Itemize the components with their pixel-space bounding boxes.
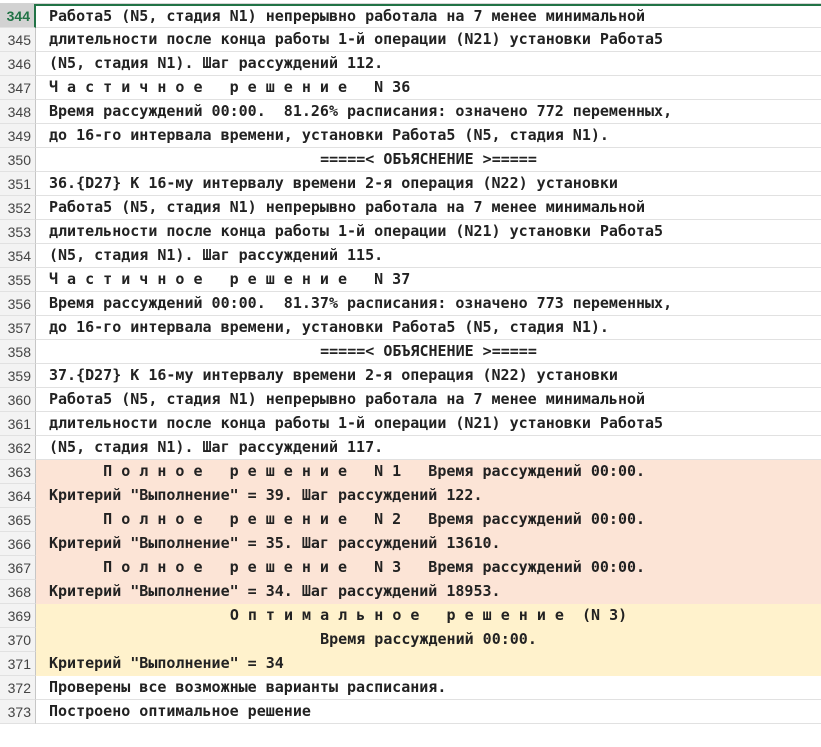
cell[interactable]: длительности после конца работы 1-й операции (N21) установки Работа5	[36, 220, 821, 244]
spreadsheet-row	[0, 580, 821, 604]
cell[interactable]: 36.{D27} К 16-му интервалу времени 2-я операция (N22) установки	[36, 172, 821, 196]
row-header[interactable]: 355	[0, 268, 36, 292]
spreadsheet-row	[0, 28, 821, 52]
cell[interactable]: Ч а с т и ч н о е р е ш е н и е N 36	[36, 76, 821, 100]
row-header[interactable]: 371	[0, 652, 36, 676]
row-header[interactable]: 356	[0, 292, 36, 316]
spreadsheet-row	[0, 460, 821, 484]
cell[interactable]: (N5, стадия N1). Шаг рассуждений 115.	[36, 244, 821, 268]
row-header[interactable]: 366	[0, 532, 36, 556]
spreadsheet-row	[0, 100, 821, 124]
spreadsheet-row	[0, 508, 821, 532]
row-header[interactable]: 357	[0, 316, 36, 340]
cell[interactable]: Время рассуждений 00:00. 81.37% расписания: означено 773 переменных,	[36, 292, 821, 316]
row-header[interactable]: 368	[0, 580, 36, 604]
spreadsheet-row	[0, 532, 821, 556]
cell[interactable]: Работа5 (N5, стадия N1) непрерывно работала на 7 менее минимальной	[36, 196, 821, 220]
row-header[interactable]: 348	[0, 100, 36, 124]
spreadsheet-row	[0, 4, 821, 28]
row-header[interactable]: 360	[0, 388, 36, 412]
row-header[interactable]: 354	[0, 244, 36, 268]
row-header[interactable]: 353	[0, 220, 36, 244]
spreadsheet-row	[0, 628, 821, 652]
spreadsheet-row	[0, 412, 821, 436]
cell[interactable]: Время рассуждений 00:00.	[36, 628, 821, 652]
spreadsheet-row	[0, 196, 821, 220]
cell[interactable]: =====< ОБЪЯСНЕНИЕ >=====	[36, 148, 821, 172]
spreadsheet-row	[0, 316, 821, 340]
cell[interactable]: до 16-го интервала времени, установки Работа5 (N5, стадия N1).	[36, 316, 821, 340]
spreadsheet-grid	[0, 4, 821, 724]
row-header[interactable]: 365	[0, 508, 36, 532]
cell[interactable]: (N5, стадия N1). Шаг рассуждений 112.	[36, 52, 821, 76]
row-header[interactable]: 346	[0, 52, 36, 76]
row-header[interactable]: 363	[0, 460, 36, 484]
cell[interactable]: длительности после конца работы 1-й операции (N21) установки Работа5	[36, 28, 821, 52]
cell[interactable]: Критерий "Выполнение" = 39. Шаг рассуждений 122.	[36, 484, 821, 508]
cell[interactable]: П о л н о е р е ш е н и е N 2 Время рассуждений 00:00.	[36, 508, 821, 532]
cell[interactable]: Работа5 (N5, стадия N1) непрерывно работала на 7 менее минимальной	[36, 388, 821, 412]
spreadsheet-row	[0, 604, 821, 628]
row-header[interactable]: 347	[0, 76, 36, 100]
spreadsheet-row	[0, 676, 821, 700]
spreadsheet-row	[0, 484, 821, 508]
spreadsheet-row	[0, 268, 821, 292]
row-header[interactable]: 345	[0, 28, 36, 52]
spreadsheet-row	[0, 148, 821, 172]
spreadsheet-row	[0, 172, 821, 196]
cell[interactable]: Ч а с т и ч н о е р е ш е н и е N 37	[36, 268, 821, 292]
selected-cell[interactable]: Работа5 (N5, стадия N1) непрерывно работала на 7 менее минимальной	[36, 4, 821, 28]
row-header[interactable]: 362	[0, 436, 36, 460]
row-header[interactable]: 367	[0, 556, 36, 580]
spreadsheet-row	[0, 364, 821, 388]
spreadsheet-row	[0, 652, 821, 676]
spreadsheet-row	[0, 556, 821, 580]
spreadsheet-row	[0, 292, 821, 316]
spreadsheet-row	[0, 220, 821, 244]
row-header[interactable]: 351	[0, 172, 36, 196]
row-header[interactable]: 349	[0, 124, 36, 148]
cell[interactable]: Критерий "Выполнение" = 34. Шаг рассуждений 18953.	[36, 580, 821, 604]
row-header[interactable]: 350	[0, 148, 36, 172]
spreadsheet-row	[0, 340, 821, 364]
row-header[interactable]: 352	[0, 196, 36, 220]
row-header[interactable]: 344	[0, 4, 36, 28]
cell[interactable]: Проверены все возможные варианты расписания.	[36, 676, 821, 700]
cell[interactable]: П о л н о е р е ш е н и е N 1 Время рассуждений 00:00.	[36, 460, 821, 484]
cell[interactable]: Построено оптимальное решение	[36, 700, 821, 724]
row-header[interactable]: 372	[0, 676, 36, 700]
cell[interactable]: Критерий "Выполнение" = 34	[36, 652, 821, 676]
cell[interactable]: до 16-го интервала времени, установки Работа5 (N5, стадия N1).	[36, 124, 821, 148]
row-header[interactable]: 364	[0, 484, 36, 508]
row-header[interactable]: 369	[0, 604, 36, 628]
spreadsheet-row	[0, 124, 821, 148]
spreadsheet-row	[0, 52, 821, 76]
row-header[interactable]: 361	[0, 412, 36, 436]
cell[interactable]: длительности после конца работы 1-й операции (N21) установки Работа5	[36, 412, 821, 436]
cell[interactable]: П о л н о е р е ш е н и е N 3 Время рассуждений 00:00.	[36, 556, 821, 580]
cell[interactable]: О п т и м а л ь н о е р е ш е н и е (N 3)	[36, 604, 821, 628]
cell[interactable]: (N5, стадия N1). Шаг рассуждений 117.	[36, 436, 821, 460]
row-header[interactable]: 359	[0, 364, 36, 388]
cell[interactable]: 37.{D27} К 16-му интервалу времени 2-я операция (N22) установки	[36, 364, 821, 388]
row-header[interactable]: 373	[0, 700, 36, 724]
row-header[interactable]: 358	[0, 340, 36, 364]
cell[interactable]: Время рассуждений 00:00. 81.26% расписания: означено 772 переменных,	[36, 100, 821, 124]
spreadsheet-row	[0, 436, 821, 460]
spreadsheet-row	[0, 244, 821, 268]
spreadsheet-row	[0, 388, 821, 412]
spreadsheet-row	[0, 76, 821, 100]
row-header[interactable]: 370	[0, 628, 36, 652]
cell[interactable]: Критерий "Выполнение" = 35. Шаг рассуждений 13610.	[36, 532, 821, 556]
cell[interactable]: =====< ОБЪЯСНЕНИЕ >=====	[36, 340, 821, 364]
spreadsheet-row	[0, 700, 821, 724]
